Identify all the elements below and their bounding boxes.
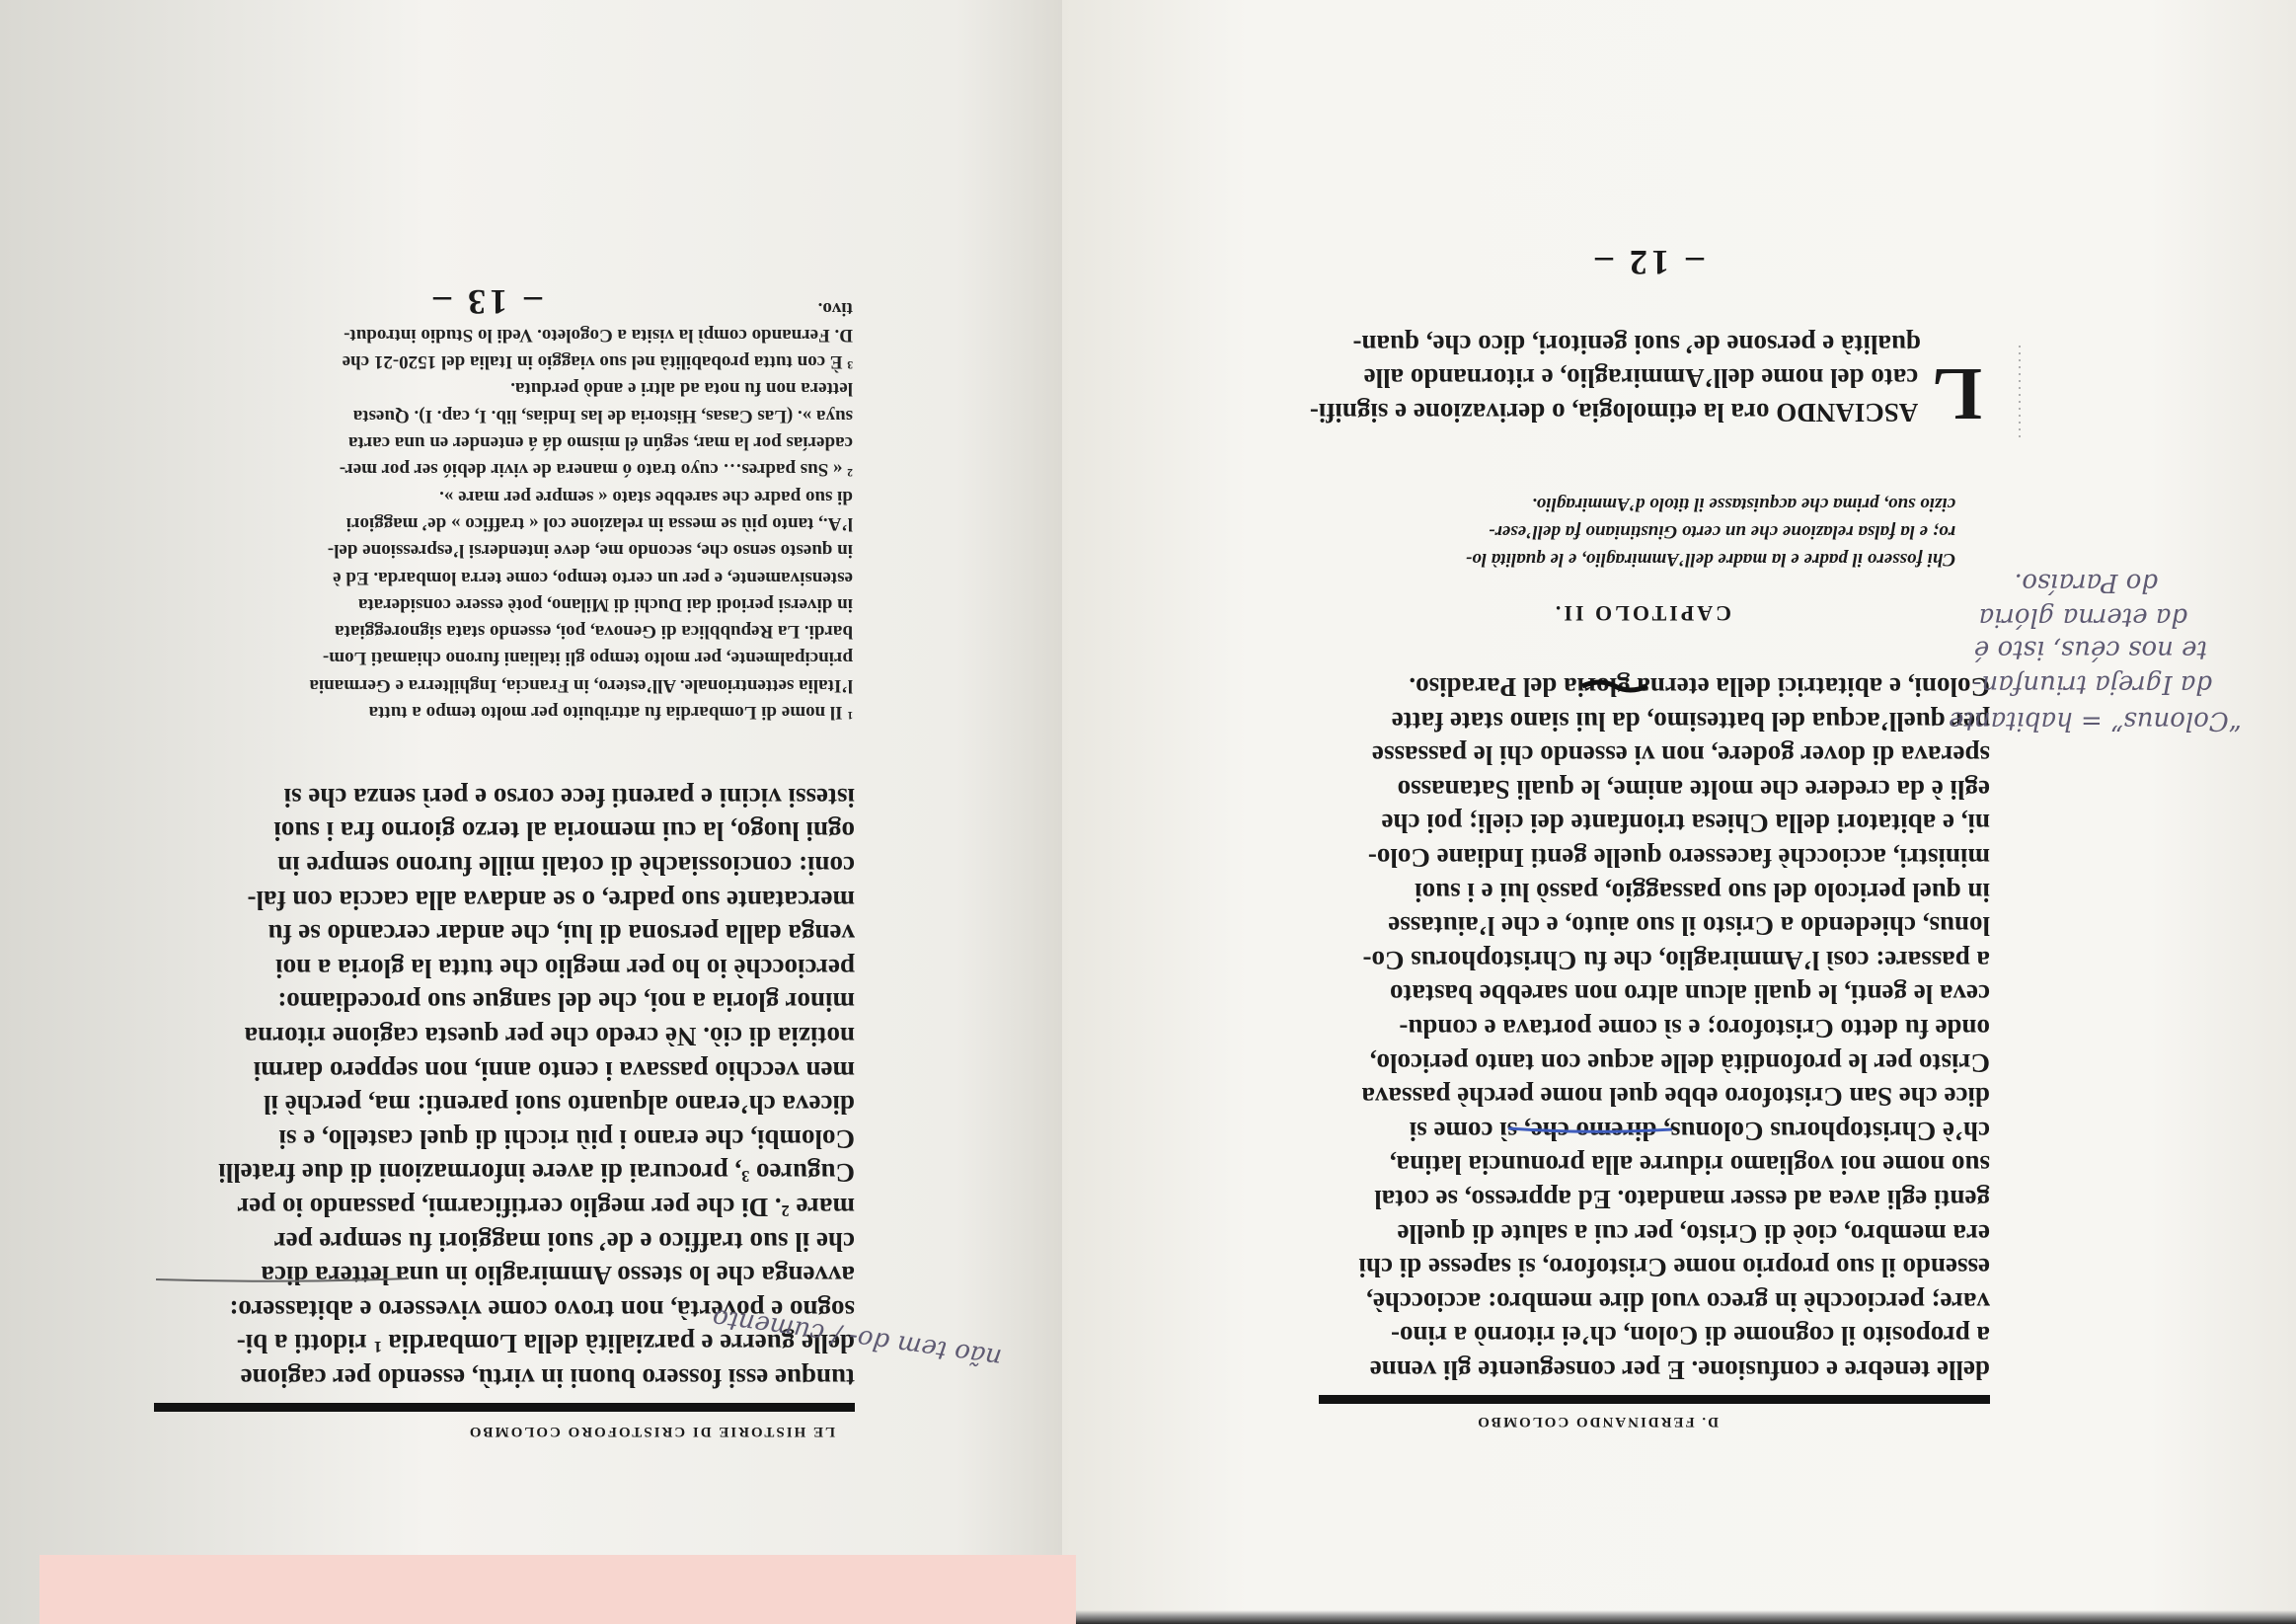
page-number-12: – 12 – [1591, 243, 1704, 282]
blue-underline [1506, 1122, 1674, 1136]
header-rule [154, 1403, 855, 1412]
pencil-note-2: da Igreja triunfan- [1972, 669, 2212, 699]
running-header: D. FERDINANDO COLOMBO [1476, 1414, 1719, 1430]
page-13-footnotes: ¹ Il nome di Lombardia fu attribuito per molto tempo a tutta l’Italia settentrionale. All’estero, in Francia, Inghilterra e Germania principalmente, per molto tempo gli italiani furono chiamati Lom- bardi. La Repubblica di Genova, poi, essendo stata signoreggiata in diversi periodi dai Duchi di Milano, potè essere considerata estensivamente, e per un certo tempo, come terra lombarda. Ed è in questo senso che, secondo me, deve intendersi l’espressione del- l’A., tanto più se messa in relazione col « traffico » de’ maggiori di suo padre che sarebbe stato « sempre per mare ». ² « Sus padres… cuyo trato ó manera de vivir debió ser por mer- caderías por la mar, según él mismo dá á entender en una carta suya ». (Las Casas, Historia de las Indias, lib. I, cap. I). Questa lettera non fu nota ad altri e andò perduta. ³ È con tutta probabilità nel suo viaggio in Italia del 1520-21 che D. Fernando compì la visita a Cogoleto. Vedi lo Studio introdut- tivo. [309, 297, 853, 723]
page-13 [0, 0, 1062, 1624]
scan-edge-shadow [1062, 1610, 2296, 1624]
running-header: LE HISTORIE DI CRISTOFORO COLOMBO [467, 1424, 835, 1439]
pencil-margin-mark [2010, 341, 2029, 439]
chapter-title: CAPITOLO II. [1552, 601, 1731, 626]
pencil-note-5: do Paraíso. [2014, 568, 2158, 597]
chapter-summary: Chi fossero il padre e la madre dell’Ammiraglio, e le qualità lo- ro; e la falsa relazione che un certo Giustiniano fa dell’eser- cizio suo, prima che acquistasse il titolo d’Ammiraglio. [1465, 494, 1955, 570]
pencil-note-left: não tem do- / cumento [710, 1302, 1004, 1373]
page-number-13: – 13 – [429, 282, 542, 322]
chapter-opening [1299, 327, 1982, 435]
pink-paper-tab [39, 1555, 1076, 1624]
pencil-underline [154, 1273, 411, 1286]
page-13-body: tunque essi fossero buoni in virtù, essendo per cagione delle guerre e parzialità della Lombardia ¹ ridotti a bi- sogno e povertà, non trovo come vivessero e abitassero: avvenga che lo stesso Ammiraglio in una lettera dica che il suo traffico e de’ suoi maggiori fu sempre per mare ². Di che per meglio certificarmi, passando io per Cugureo ³, procurai di avere informazioni di due fratelli Colombi, che erano i più ricchi di quel castello, e si diceva ch’erano alquanto suoi parenti: ma, perchè il men vecchio passava i cento anni, non seppero darmi notizia di ciò. Nè credo che per questa cagione ritorna minor gloria a noi, che del sangue suo procediamo: perciocchè io ho per meglio che tutta la gloria a noi venga dalla persona di lui, che andar cercando se fu mercatante suo padre, o se andava alla caccia con fal- coni: conciossiachè di cotali mille furono sempre in ogni luogo, la cui memoria al terzo giorno fra i suoi istessi vicini e parenti fece corso e perì senza che si [218, 782, 855, 1393]
pencil-note-3: te nos céus, isto é [1973, 635, 2207, 664]
header-rule [1319, 1395, 1990, 1404]
pencil-note-4: da eterna glória [1978, 602, 2187, 632]
page-12 [1062, 0, 2296, 1624]
chapter-opening-text: ASCIANDO ora la etimologia, o derivazione e signifi- cato del nome dell’Ammiraglio, e ritornando alle qualità e persone de’ suoi genitori, dico che, quan- [1309, 329, 1921, 427]
pencil-note-1: “Colonus” = habitante [1949, 706, 2242, 735]
drop-cap: L [1932, 352, 1982, 435]
chapter-ornament [1580, 676, 1649, 696]
page-12-body: delle tenebre e confusione. E per conseguente gli venne a proposito il cognome di Colon, ch’ei ritornò a rino- vare; perciocchè in greco vuol dire membro: acciocchè, essendo il suo proprio nome Cristoforo, si sapesse di chi era membro, cioè di Cristo, per cui a salute di quelle genti egli avea ad esser mandato. Ed appresso, se cotal suo nome noi vogliamo ridurre alla pronuncia latina, ch’è Christophorus Colonus, diremo che, sì come si dice che San Cristoforo ebbe quel nome perchè passava Cristo per le profondità delle acque con tanto pericolo, onde fu detto Cristoforo; e sì come portava e condu- ceva le genti, le quali alcun altro non sarebbe bastato a passare: così l’Ammiraglio, che fu Christophorus Co- lonus, chiedendo a Cristo il suo aiuto, e che l’aiutasse in quel pericolo del suo passaggio, passò lui e i suoi ministri, acciocchè facessero quelle genti Indiane Colo- ni, e abitatori della Chiesa trionfante dei cieli; poi che egli è da credere che molte anime, le quali Satanasso sperava di dover godere, non vi essendo chi le passasse per quell’acqua del battesimo, da lui siano state fatte Coloni, e abitatrici della eterna gloria del Paradiso. [1358, 672, 1990, 1385]
